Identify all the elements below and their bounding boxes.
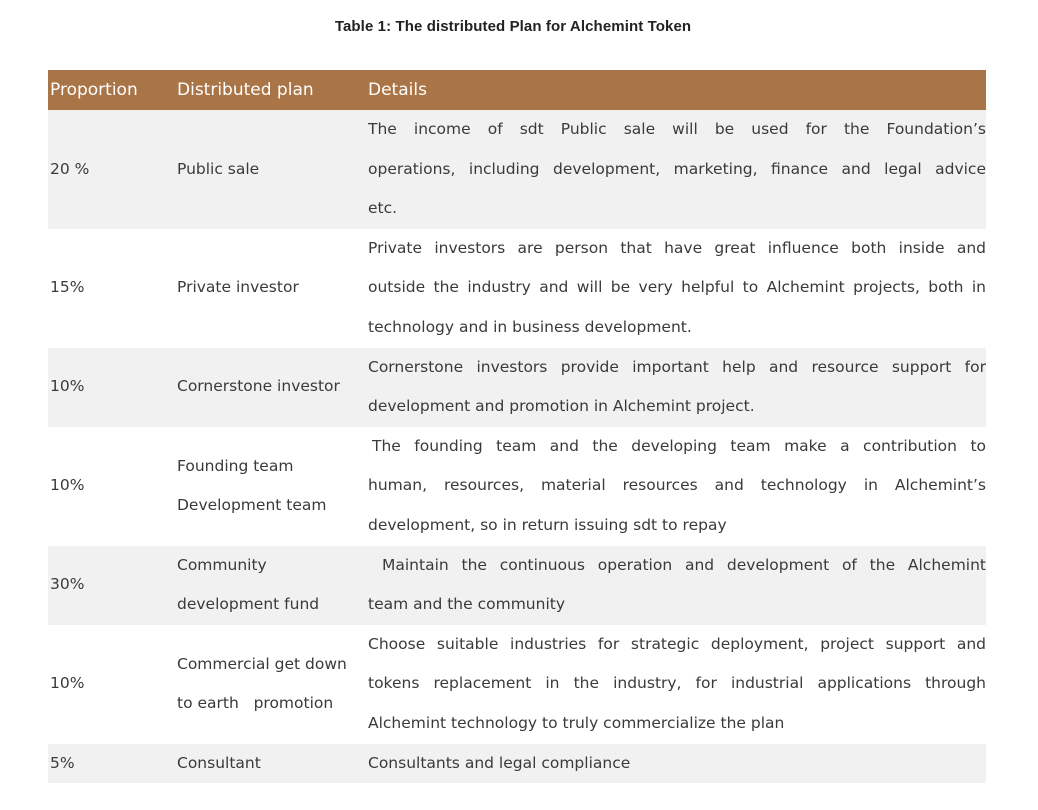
table-row (48, 427, 986, 546)
distribution-table (48, 70, 986, 783)
plan-line: Founding team (177, 456, 294, 475)
cell-details (368, 110, 986, 229)
cell-details (368, 229, 986, 348)
cell-details (368, 546, 986, 625)
cell-distributed-plan (177, 625, 368, 744)
detail-line: Maintain the continuous operation and development of the Alchemint (382, 555, 986, 574)
cell-proportion: 20 % (50, 159, 90, 178)
cell-proportion: 10% (50, 377, 85, 396)
detail-line: Cornerstone investors provide important help and resource support for (368, 357, 986, 376)
detail-line: The income of sdt Public sale will be used for the Foundation’s (368, 120, 986, 138)
table-row (48, 229, 986, 348)
detail-line: The founding team and the developing team make a contribution to (372, 436, 986, 455)
plan-line: Commercial get down (177, 654, 347, 673)
cell-proportion: 30% (50, 575, 85, 594)
detail-line: technology and in business development. (368, 317, 692, 336)
table-header-row (48, 70, 986, 110)
table-row (48, 348, 986, 427)
cell-distributed-plan (177, 427, 368, 546)
plan-line: Consultant (177, 753, 261, 772)
cell-distributed-plan (177, 744, 368, 784)
plan-line: Community (177, 555, 267, 574)
distribution-table-container (48, 70, 986, 790)
cell-distributed-plan (177, 110, 368, 229)
detail-line: Consultants and legal compliance (368, 753, 631, 772)
header-details: Details (368, 80, 427, 100)
plan-line: development fund (177, 595, 320, 614)
table-row (48, 110, 986, 229)
cell-proportion: 15% (50, 278, 85, 297)
detail-line: etc. (368, 199, 398, 218)
header-proportion: Proportion (50, 80, 138, 100)
plan-line: Cornerstone investor (177, 377, 340, 396)
cell-details (368, 625, 986, 744)
plan-line: Private investor (177, 278, 299, 297)
detail-line: operations, including development, marketing, finance and legal advice (368, 159, 986, 178)
cell-distributed-plan (177, 546, 368, 625)
detail-line: human, resources, material resources and technology in Alchemint’s (368, 476, 986, 495)
table-row (48, 744, 986, 784)
table-body (48, 110, 986, 783)
table-row (48, 625, 986, 744)
cell-proportion: 10% (50, 476, 85, 495)
detail-line: outside the industry and will be very helpful to Alchemint projects, both in (368, 278, 986, 297)
cell-proportion: 5% (50, 753, 75, 772)
cell-details (368, 744, 986, 784)
detail-line: team and the community (368, 595, 565, 614)
detail-line: Private investors are person that have great influence both inside and (368, 238, 986, 257)
table-caption: Table 1: The distributed Plan for Alchemint Token (334, 18, 692, 35)
plan-line: to earth promotion (177, 694, 334, 713)
header-distributed-plan: Distributed plan (177, 80, 314, 100)
cell-distributed-plan (177, 348, 368, 427)
table-row (48, 546, 986, 625)
cell-details (368, 427, 986, 546)
cell-proportion: 10% (50, 674, 85, 693)
cell-distributed-plan (177, 229, 368, 348)
plan-line: Public sale (177, 159, 260, 178)
detail-line: Choose suitable industries for strategic deployment, project support and (368, 634, 986, 653)
detail-line: tokens replacement in the industry, for industrial applications through (368, 674, 986, 693)
detail-line: development, so in return issuing sdt to repay (368, 515, 727, 534)
cell-details (368, 348, 986, 427)
detail-line: Alchemint technology to truly commercialize the plan (368, 713, 785, 732)
detail-line: development and promotion in Alchemint project. (368, 397, 755, 416)
plan-line: Development team (177, 496, 327, 515)
